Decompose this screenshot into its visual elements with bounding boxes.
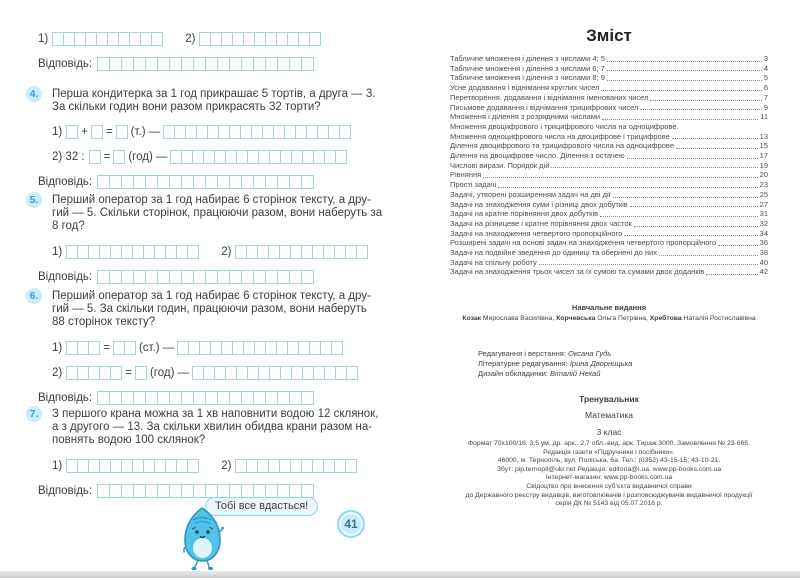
right-page — [450, 0, 768, 571]
step-label: 1) — [52, 341, 63, 354]
problem-text — [52, 290, 404, 330]
author-name: Корчевська Ольга Петрівна, — [556, 315, 650, 322]
toc-entry-title: Рівняння — [450, 170, 482, 180]
work-row-1 — [52, 125, 404, 139]
item-1-label: 1) — [38, 33, 49, 45]
mascot-speech-bubble: Тобі все вдасться! — [205, 497, 318, 516]
answer-box-strip — [235, 245, 368, 259]
toc-entry-page-number: 42 — [759, 267, 768, 277]
staff-credit-line: Редагування і верстання: Оксана Гудь — [478, 349, 612, 358]
answer-box-strip — [192, 366, 358, 380]
toc-entry — [450, 93, 768, 103]
answer-box-strip — [66, 459, 199, 473]
toc-dot-leader — [650, 100, 761, 101]
staff-credits — [478, 349, 632, 379]
step-label: 2) — [52, 366, 63, 379]
problem-text — [52, 88, 404, 114]
toc-entry — [450, 170, 768, 180]
toc-dot-leader — [672, 138, 758, 139]
toc-dot-leader — [551, 167, 757, 168]
toc-entry-page-number: 7 — [763, 92, 768, 102]
toc-dot-leader — [601, 90, 761, 91]
carryover-answer-row — [38, 57, 404, 71]
work-row-2 — [52, 366, 404, 380]
toc-entry-title: Ділення на двоцифрове число. Ділення з остачею — [450, 151, 625, 161]
answer-box-strip — [177, 341, 343, 355]
toc-entry-page-number: 20 — [759, 170, 768, 180]
toc-entry — [450, 219, 768, 229]
answer-box-strip — [97, 391, 314, 405]
toc-dot-leader — [613, 197, 758, 198]
answer-box-strip — [97, 270, 314, 284]
problem-number-badge: 7. — [26, 406, 42, 422]
step-label: 1) — [52, 459, 63, 472]
problem-text-line: повнять водою 100 склянок? — [52, 434, 206, 447]
toc-entry — [450, 103, 768, 113]
problem-text-line: За скільки годин вони разом прикрасять 32 торти? — [52, 101, 321, 114]
toc-entry-page-number: 38 — [759, 248, 768, 258]
toc-entry-title: Множення двоцифрового і трицифрового числа на одноцифрове. — [450, 121, 679, 131]
toc-dot-leader — [607, 70, 762, 71]
imprint-line: 46000, м. Тернопіль, вул. Поліська, 6а. Тел.: (0352) 43-15-15; 43-10-21. — [497, 457, 721, 465]
toc-entry — [450, 132, 768, 142]
step-label: 1) — [52, 126, 63, 139]
toc-entry-title: Письмове додавання і віднімання трицифрових чисел — [450, 102, 639, 112]
answer-box — [66, 125, 78, 139]
answer-box-strip — [97, 57, 314, 71]
toc-entry-title: Задачі на кратне порівняння двох добутків — [450, 209, 599, 219]
toc-entry-title: Прості задачі — [450, 180, 497, 190]
answer-box-strip — [163, 125, 351, 139]
answer-box — [135, 366, 147, 380]
staff-person-name: Віталій Нехай — [550, 369, 601, 378]
answer-box-strip — [235, 459, 357, 473]
problem-text-line: З першого крана можна за 1 хв наповнити водою 12 склянок, — [52, 408, 379, 420]
answer-label: Відповідь: — [38, 270, 93, 283]
author-name: Козак Мирослава Василівна, — [462, 315, 557, 322]
problem-text-line: 8 год? — [52, 220, 85, 233]
toc-entry-page-number: 13 — [759, 131, 768, 141]
toc-dot-leader — [607, 80, 762, 81]
equals-sign: = — [125, 366, 132, 379]
series-title: Тренувальник — [579, 394, 639, 404]
equals-sign: = — [103, 151, 111, 164]
grade-label: 3 клас — [596, 427, 622, 437]
work-row-1 — [52, 245, 404, 259]
toc-entry-page-number: 19 — [759, 160, 768, 170]
toc-entry — [450, 161, 768, 171]
toc-entry-page-number: 5 — [763, 73, 768, 83]
edition-block — [450, 303, 768, 322]
toc-entry-title: Числові вирази. Порядок дій — [450, 160, 550, 170]
answer-box — [91, 125, 103, 139]
imprint-line: до Державного реєстру видавців, виготовлювачів і розповсюджувачів видавничої продукції — [465, 491, 753, 499]
toc-dot-leader — [607, 61, 762, 62]
answer-row — [38, 175, 404, 189]
toc-entry — [450, 200, 768, 210]
toc-entry-page-number: 11 — [760, 112, 768, 122]
author-name: Хребтова Наталія Ростиславівна — [649, 315, 756, 322]
staff-credit-line: Літературне редагування: Ірина Дворницька — [478, 359, 633, 368]
answer-box-strip — [66, 245, 199, 259]
answer-box-strip — [52, 32, 163, 46]
toc-entry-page-number: 32 — [759, 218, 768, 228]
toc-entry-page-number: 23 — [759, 180, 768, 190]
toc-entry-title: Задачі на різницеве і кратне порівняння двох часток — [450, 218, 632, 228]
answer-box-strip — [97, 484, 314, 498]
toc-entry-title: Усне додавання і віднімання круглих чисел — [450, 83, 600, 93]
toc-entry — [450, 122, 768, 132]
toc-entry — [450, 180, 768, 190]
problem-text-line: а з другого — 13. За скільки хвилин обидва крани разом на- — [52, 421, 373, 434]
toc-dot-leader — [624, 235, 757, 236]
toc-dot-leader — [676, 148, 758, 149]
toc-entry-title: Табличне множення і ділення з числами 6; 7 — [450, 63, 605, 73]
answer-label: Відповідь: — [38, 58, 93, 70]
answer-box-strip — [199, 32, 321, 46]
equals-sign: = — [103, 341, 110, 354]
toc-entry — [450, 83, 768, 93]
answer-box — [116, 125, 128, 139]
toc-entry — [450, 151, 768, 161]
imprint-block — [450, 440, 768, 509]
toc-entry — [450, 112, 768, 122]
answer-row — [38, 484, 404, 498]
staff-person-name: Оксана Гудь — [568, 349, 612, 358]
operator-plus: + — [81, 126, 88, 139]
toc-entry — [450, 141, 768, 151]
mascot-icon — [176, 506, 234, 572]
authors-line — [450, 315, 768, 322]
answer-box-strip — [97, 175, 314, 189]
toc-dot-leader — [659, 255, 758, 256]
toc-entry-title: Табличне множення і ділення з числами 8; 9 — [450, 73, 605, 83]
toc-entry-title: Задачі, утворені розширенням задач на дві дії — [450, 189, 611, 199]
imprint-line: Свідоцтво про внесення суб’єкта видавничої справи — [526, 482, 692, 490]
work-row-1 — [52, 459, 404, 473]
work-row-2 — [52, 150, 404, 164]
step-label: 2) — [221, 459, 232, 472]
toc-entry-title: Табличне множення і ділення з числами 4; 5 — [450, 54, 605, 63]
work-row-1 — [52, 341, 404, 355]
answer-box — [113, 150, 125, 164]
equals-sign: = — [105, 126, 113, 139]
toc-dot-leader — [539, 264, 758, 265]
toc-entry-page-number: 6 — [763, 83, 768, 93]
toc-entry-page-number: 31 — [759, 209, 768, 219]
answer-box-strip — [170, 150, 347, 164]
toc-entry-page-number: 40 — [759, 257, 768, 267]
staff-person-name: Ірина Дворницька — [569, 359, 633, 368]
toc-entry — [450, 64, 768, 74]
toc-dot-leader — [600, 216, 758, 217]
edition-type: Навчальне видання — [571, 303, 647, 312]
toc-entry-title: Задачі на подвійне зведення до одиниці та обернені до них — [450, 248, 657, 258]
answer-label: Відповідь: — [38, 176, 93, 189]
answer-box — [89, 150, 101, 164]
unit-label: (год) — — [149, 366, 190, 379]
toc-entry-page-number: 34 — [759, 228, 768, 238]
toc-entry — [450, 258, 768, 268]
imprint-line: Формат 70х100/16. 3,5 ум. др. арк., 2,7 обл.-вид. арк. Тираж 3000. Замовлення № 23-665. — [467, 440, 751, 447]
toc-dot-leader — [640, 109, 761, 110]
answer-label: Відповідь: — [38, 391, 93, 404]
subject-title: Математика — [585, 410, 633, 420]
toc-entry-page-number: 36 — [759, 238, 768, 248]
toc-entry — [450, 267, 768, 277]
answer-row — [38, 391, 404, 405]
toc-entry-title: Розширені задачі на основі задач на знаходження четвертого пропорційного — [450, 238, 717, 248]
problem-text-line: 88 сторінок тексту? — [52, 316, 156, 329]
carryover-items-row — [38, 32, 404, 46]
item-2-label: 2) — [185, 33, 196, 45]
problem-number-badge: 4. — [26, 86, 42, 102]
toc-dot-leader — [630, 206, 758, 207]
answer-box-strip — [66, 341, 100, 355]
problem-text-line: Перша кондитерка за 1 год прикрашає 5 тортів, а друга — 3. — [52, 88, 376, 100]
step-label: 1) — [52, 245, 63, 258]
toc-dot-leader — [718, 245, 758, 246]
step-label: 2) 32 : — [52, 151, 85, 164]
toc-entry-page-number: 25 — [759, 189, 768, 199]
problem-text — [52, 408, 404, 448]
toc-entry — [450, 238, 768, 248]
unit-label: (год) — — [128, 151, 168, 164]
toc-entry — [450, 73, 768, 83]
problem-number-badge: 6. — [26, 288, 42, 304]
toc-dot-leader — [634, 226, 758, 227]
mascot-drop-character — [176, 506, 234, 577]
staff-credit-line: Дизайн обкладинки: Віталій Нехай — [478, 369, 601, 378]
toc-entry-title: Задачі на знаходження суми і різниці двох добутків — [450, 199, 628, 209]
problem-number-badge: 5. — [26, 192, 42, 208]
answer-row — [38, 270, 404, 284]
answer-box-strip — [113, 341, 136, 355]
toc-entry — [450, 229, 768, 239]
page-number-badge: 41 — [337, 510, 365, 538]
toc-entry-title: Задачі на спільну роботу — [450, 257, 537, 267]
scan-bottom-edge — [0, 571, 800, 578]
toc-entry — [450, 209, 768, 219]
problem-4 — [29, 88, 404, 189]
toc-entry — [450, 54, 768, 64]
toc-entry-title: Задачі на знаходження четвертого пропорційного — [450, 228, 623, 238]
toc-entry-title: Множення одноцифрового числа на двоцифрове і трицифрове — [450, 131, 670, 141]
problem-text — [52, 194, 404, 234]
toc-entry-page-number: 27 — [759, 199, 768, 209]
answer-box-strip — [66, 366, 122, 380]
problem-text-line: Перший оператор за 1 год набирає 6 сторінок тексту, а дру- — [52, 290, 371, 302]
problem-7 — [29, 408, 404, 498]
imprint-line: Редакція газети «Підручники і посібники». — [543, 448, 675, 456]
toc-entry-title: Перетворення, додавання і віднімання іменованих чисел — [450, 92, 649, 102]
imprint-line: Інтернет-магазин: www.pp-books.com.ua — [545, 474, 673, 482]
toc-title: Зміст — [586, 26, 632, 45]
toc-dot-leader — [483, 177, 757, 178]
unit-label: (т.) — — [130, 126, 161, 139]
toc-entry-title: Множення і ділення з розрядними числами — [450, 112, 601, 122]
toc-entry-title: Ділення двоцифрового та трицифрового числа на одноцифрове — [450, 141, 675, 151]
problem-text-line: Перший оператор за 1 год набирає 6 сторінок тексту, а дру- — [52, 194, 371, 206]
answer-label: Відповідь: — [38, 484, 93, 497]
series-block — [450, 394, 768, 437]
imprint-line: серія ДК № 5143 від 05.07.2016 р. — [555, 500, 663, 508]
toc-entry-page-number: 9 — [763, 102, 768, 112]
imprint-line: Збут: pip.ternopil@ukr.net Редакція: editoria@i.ua. www.pp-books.com.ua — [496, 465, 722, 473]
toc-entry-page-number: 15 — [759, 141, 768, 151]
toc-entry-title: Задачі на знаходження трьох чисел за їх сумою та сумами двох доданків — [450, 267, 705, 277]
toc-entry — [450, 248, 768, 258]
unit-label: (ст.) — — [138, 341, 175, 354]
toc-dot-leader — [706, 274, 757, 275]
toc-entry — [450, 190, 768, 200]
problem-6 — [29, 290, 404, 405]
problem-text-line: гий — 5. Скільки сторінок, працюючи разом, вони наберуть за — [52, 207, 383, 220]
toc-dot-leader — [498, 187, 757, 188]
table-of-contents — [450, 54, 768, 277]
toc-dot-leader — [602, 119, 758, 120]
carryover-exercise — [38, 32, 404, 71]
toc-entry-page-number: 3 — [763, 54, 768, 63]
toc-entry-page-number: 17 — [759, 151, 768, 161]
problem-5 — [29, 194, 404, 284]
toc-entry-page-number: 4 — [763, 63, 768, 73]
problem-text-line: гий — 5. За скільки годин, працюючи разом, вони наберуть — [52, 303, 367, 316]
step-label: 2) — [221, 245, 232, 258]
toc-dot-leader — [627, 158, 758, 159]
